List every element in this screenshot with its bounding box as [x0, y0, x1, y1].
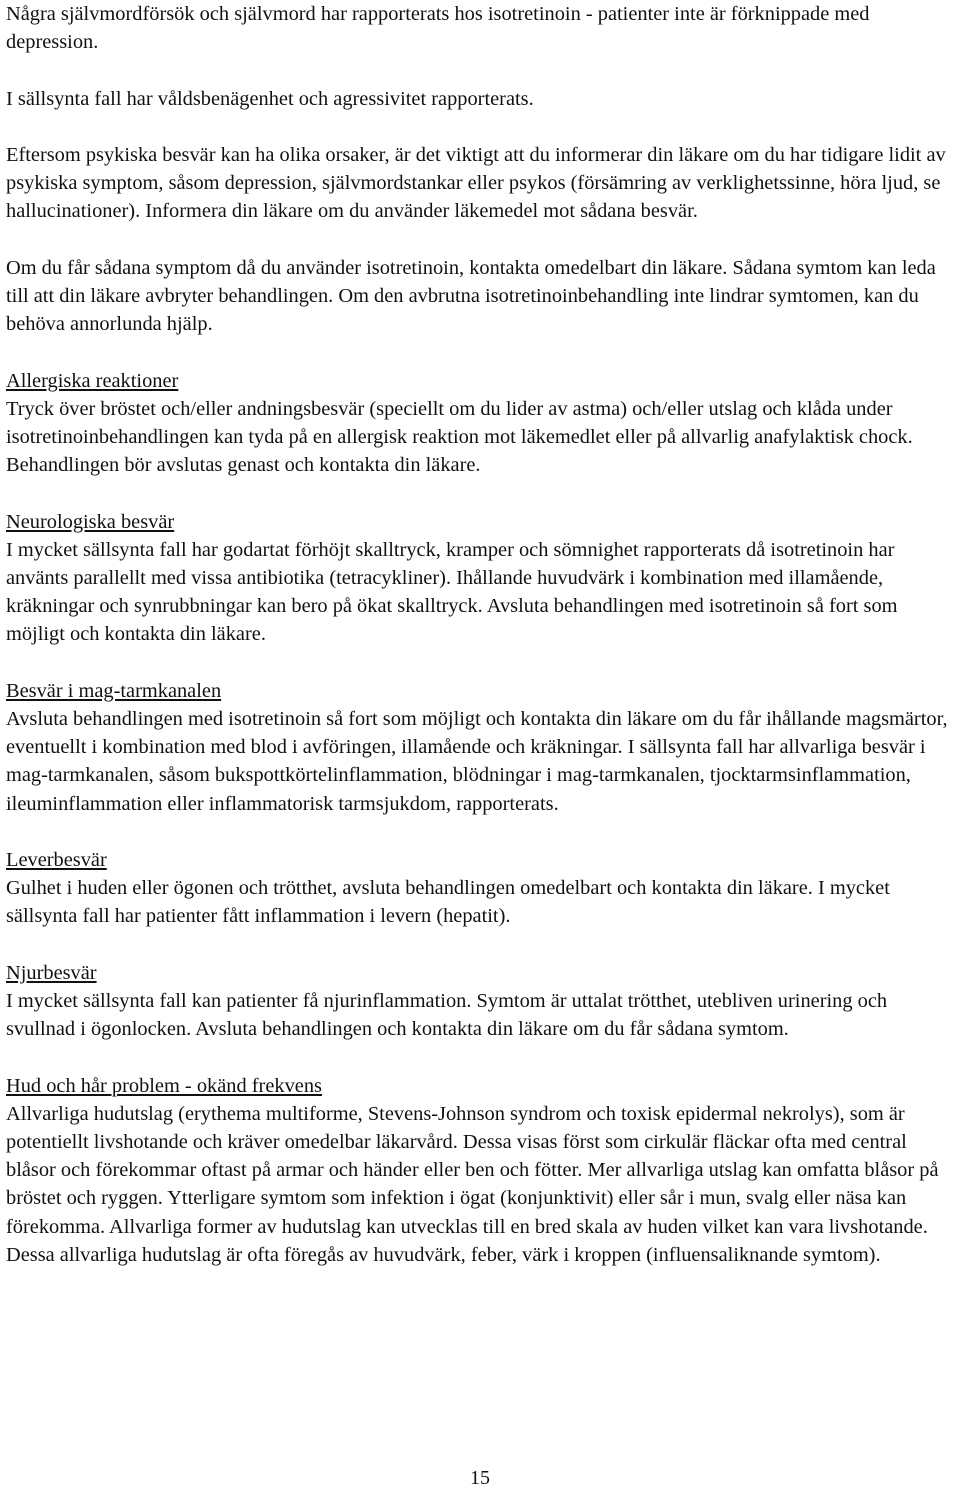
section-body: I mycket sällsynta fall har godartat förhöjt skalltryck, kramper och sömnighet rapporterats då isotretinoin har använts parallellt med vissa antibiotika (tetracykliner). Ihållande huvudvärk i kombination med illamående, kräkningar och synrubbningar kan bero på ökat skalltryck. Avsluta behandlingen med isotretinoin så fort som möjligt och kontakta din läkare. — [6, 538, 898, 646]
paragraph-gap — [6, 113, 956, 141]
paragraph-gap — [6, 931, 956, 959]
section-heading: Njurbesvär — [6, 961, 97, 984]
page-number: 15 — [470, 1467, 490, 1489]
paragraph-suicide-attempts: Några självmordförsök och självmord har rapporterats hos isotretinoin - patienter inte är förknippade med depression. — [6, 3, 870, 54]
section-allergic-reactions — [6, 367, 956, 480]
paragraph-violence: I sällsynta fall har våldsbenägenhet och agressivitet rapporterats. — [6, 87, 534, 110]
paragraph-gap — [6, 479, 956, 507]
section-gastrointestinal — [6, 677, 956, 818]
section-heading: Neurologiska besvär — [6, 510, 175, 533]
paragraph-contact-doctor: Om du får sådana symptom då du använder isotretinoin, kontakta omedelbart din läkare. Sådana symtom kan leda till att din läkare avbryter behandlingen. Om den avbrutna isotretinoinbehandling inte lindrar symtomen, kan du behöva annorlunda hjälp. — [6, 256, 936, 336]
section-liver — [6, 846, 956, 931]
document-page — [6, 0, 956, 1269]
paragraph-gap — [6, 338, 956, 366]
section-body: Gulhet i huden eller ögonen och trötthet, avsluta behandlingen omedelbart och kontakta din läkare. I mycket sällsynta fall har patienter fått inflammation i levern (hepatit). — [6, 877, 890, 928]
paragraph-psychiatric-history: Eftersom psykiska besvär kan ha olika orsaker, är det viktigt att du informerar din läkare om du har tidigare lidit av psykiska symptom, såsom depression, självmordstankar eller psykos (försämring av verklighetssinne, höra ljud, se hallucinationer). Informera din läkare om du använder läkemedel mot sådana besvär. — [6, 143, 946, 223]
section-skin-hair — [6, 1072, 956, 1269]
paragraph-gap — [6, 226, 956, 254]
section-heading: Leverbesvär — [6, 848, 107, 871]
paragraph-gap — [6, 649, 956, 677]
section-body: Tryck över bröstet och/eller andningsbesvär (speciellt om du lider av astma) och/eller utslag och klåda under isotretinoinbehandlingen kan tyda på en allergisk reaktion mot läkemedlet eller på allvarlig anafylaktisk chock. Behandlingen bör avslutas genast och kontakta din läkare. — [6, 397, 913, 477]
section-body: Allvarliga hudutslag (erythema multiforme, Stevens-Johnson syndrom och toxisk epidermal nekrolys), som är potentiellt livshotande och kräver omedelbar läkarvård. Dessa visas först som cirkulär fläckar ofta med central blåsor och förekommar oftast på armar och händer eller ben och fötter. Mer allvarliga utslag kan omfatta blåsor på bröstet och ryggen. Ytterligare symtom som infektion i ögat (konjunktivit) eller sår i mun, svalg eller näsa kan förekomma. Allvarliga former av hudutslag kan utvecklas till en bred skala av huden vilket kan vara livshotande. Dessa allvarliga hudutslag är ofta föregås av huvudvärk, feber, värk i kroppen (influensaliknande symtom). — [6, 1102, 939, 1266]
section-kidney — [6, 959, 956, 1044]
section-neurological — [6, 508, 956, 649]
section-body: Avsluta behandlingen med isotretinoin så fort som möjligt och kontakta din läkare om du får ihållande magsmärtor, eventuellt i kombination med blod i avföringen, illamående och kräkningar. I sällsynta fall har allvarliga besvär i mag-tarmkanalen, såsom bukspottkörtelinflammation, blödningar i mag-tarmkanalen, tjocktarmsinflammation, ileuminflammation eller inflammatorisk tarmsjukdom, rapporterats. — [6, 707, 948, 815]
section-heading: Hud och hår problem - okänd frekvens — [6, 1074, 322, 1097]
paragraph-gap — [6, 818, 956, 846]
section-heading: Allergiska reaktioner — [6, 369, 179, 392]
paragraph-gap — [6, 1043, 956, 1071]
paragraph-gap — [6, 56, 956, 84]
section-body: I mycket sällsynta fall kan patienter få njurinflammation. Symtom är uttalat trötthet, utebliven urinering och svullnad i ögonlocken. Avsluta behandlingen och kontakta din läkare om du får sådana symtom. — [6, 989, 888, 1041]
section-heading: Besvär i mag-tarmkanalen — [6, 679, 222, 702]
